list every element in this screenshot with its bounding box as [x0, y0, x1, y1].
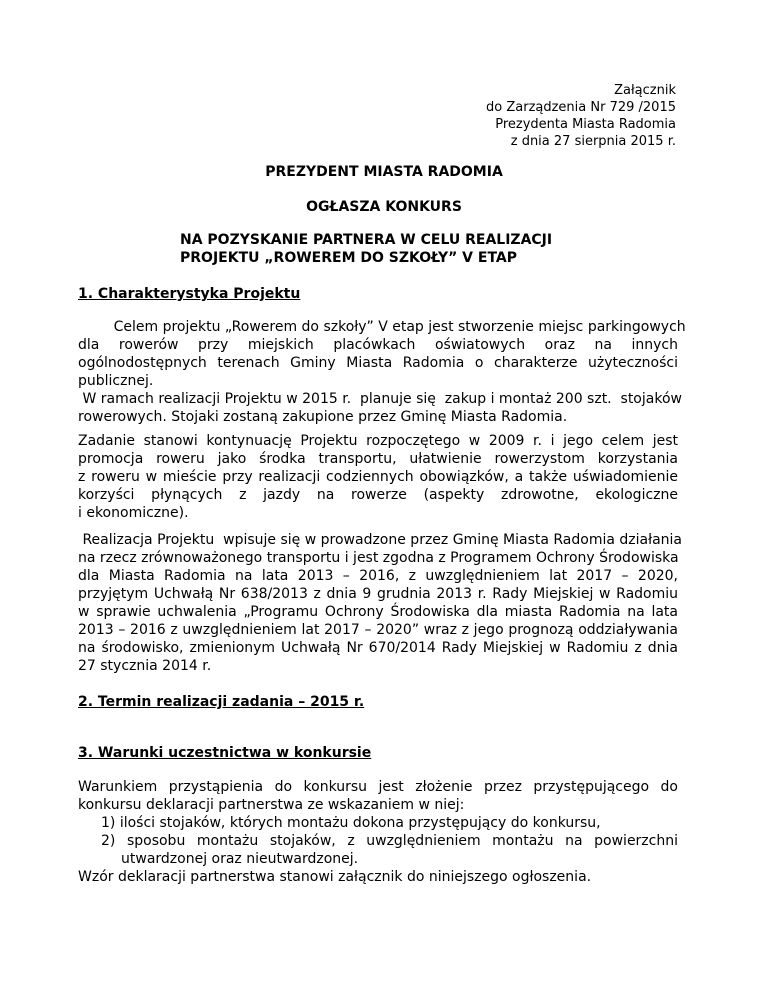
list-item: 2) sposobu montażu stojaków, z uwzględnieniem montażu na powierzchni [101, 833, 678, 849]
title-line: NA POZYSKANIE PARTNERA W CELU REALIZACJI [180, 232, 553, 248]
title-line: PROJEKTU „ROWEREM DO SZKOŁY” V ETAP [180, 250, 517, 266]
title-line: PREZYDENT MIASTA RADOMIA [265, 164, 503, 180]
list-item: utwardzonej oraz nieutwardzonej. [121, 851, 359, 867]
section-heading: 2. Termin realizacji zadania – 2015 r. [78, 694, 365, 710]
paragraph-line: dla rowerów przy miejskich placówkach oświatowych oraz na innych [78, 337, 678, 353]
section-heading: 3. Warunki uczestnictwa w konkursie [78, 745, 372, 761]
paragraph-line: Realizacja Projektu wpisuje się w prowadzone przez Gminę Miasta Radomia działania [78, 532, 682, 548]
attachment-line: do Zarządzenia Nr 729 /2015 [486, 100, 676, 115]
paragraph [78, 778, 678, 814]
paragraph-line: 2013 – 2016 z uwzględnieniem lat 2017 – 2020” wraz z jego prognozą oddziaływania [78, 622, 678, 638]
paragraph-line: na rzecz zrównoważonego transportu i jest zgodna z Programem Ochrony Środowiska [78, 550, 679, 566]
attachment-line: Prezydenta Miasta Radomia [495, 117, 676, 132]
paragraph-line: i ekonomiczne). [78, 505, 189, 521]
paragraph [78, 531, 682, 675]
paragraph-line: z roweru w mieście przy realizacji codziennych obowiązków, a także uświadomienie [78, 469, 678, 485]
paragraph-line: na środowisko, zmienionym Uchwałą Nr 670/2014 Rady Miejskiej w Radomiu z dnia [78, 640, 678, 656]
attachment-line: Załącznik [614, 83, 676, 98]
paragraph-line: Warunkiem przystąpienia do konkursu jest złożenie przez przystępującego do [78, 779, 678, 795]
title-line: OGŁASZA KONKURS [306, 199, 462, 215]
paragraph-line: ogólnodostępnych terenach Gminy Miasta Radomia o charakterze użyteczności [78, 355, 678, 371]
paragraph [78, 318, 686, 426]
paragraph-line: Celem projektu „Rowerem do szkoły” V etap jest stworzenie miejsc parkingowych [78, 319, 686, 335]
paragraph-line: rowerowych. Stojaki zostaną zakupione przez Gminę Miasta Radomia. [78, 409, 568, 425]
paragraph-line: dla Miasta Radomia na lata 2013 – 2016, z uwzględnieniem lat 2017 – 2020, [78, 568, 678, 584]
paragraph-line: Wzór deklaracji partnerstwa stanowi załącznik do niniejszego ogłoszenia. [78, 869, 592, 885]
paragraph-line: w sprawie uchwalenia „Programu Ochrony Środowiska dla miasta Radomia na lata [78, 604, 678, 620]
list-item: 1) ilości stojaków, których montażu dokona przystępujący do konkursu, [101, 815, 601, 831]
paragraph-line: Zadanie stanowi kontynuację Projektu rozpoczętego w 2009 r. i jego celem jest [78, 433, 678, 449]
paragraph-line: 27 stycznia 2014 r. [78, 658, 212, 674]
paragraph-line: korzyści płynących z jazdy na rowerze (aspekty zdrowotne, ekologiczne [78, 487, 678, 503]
paragraph-line: W ramach realizacji Projektu w 2015 r. planuje się zakup i montaż 200 szt. stojaków [78, 391, 682, 407]
paragraph-line: publicznej. [78, 373, 154, 389]
paragraph-line: przyjętym Uchwałą Nr 638/2013 z dnia 9 grudnia 2013 r. Rady Miejskiej w Radomiu [78, 586, 678, 602]
attachment-note [486, 82, 676, 150]
paragraph-line: konkursu deklaracji partnerstwa ze wskazaniem w niej: [78, 797, 465, 813]
paragraph-line: promocja roweru jako środka transportu, ułatwienie rowerzystom korzystania [78, 451, 678, 467]
section-heading: 1. Charakterystyka Projektu [78, 286, 301, 302]
paragraph [78, 432, 678, 522]
attachment-line: z dnia 27 sierpnia 2015 r. [510, 134, 676, 149]
